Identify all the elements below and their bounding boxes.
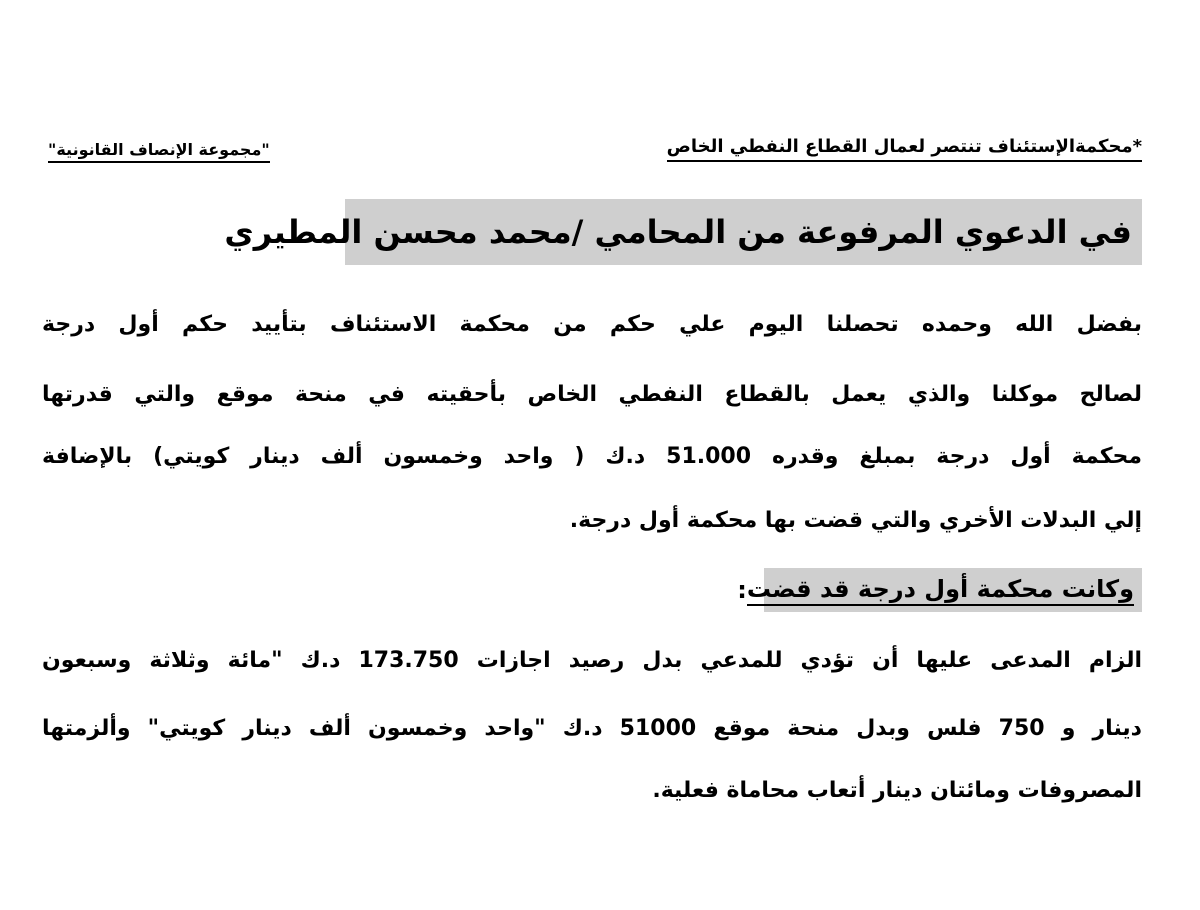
ruling-subheading-text: وكانت محكمة أول درجة قد قضت — [747, 575, 1134, 606]
paragraph-line: محكمة أول درجة بمبلغ وقدره 51.000 د.ك ( واحد وخمسون ألف دينار كويتي) بالإضافة — [42, 444, 1142, 469]
document-heading: *محكمةالإستئناف تنتصر لعمال القطاع النفطي الخاص — [667, 136, 1142, 162]
paragraph-line: الزام المدعى عليها أن تؤدي للمدعي بدل رصيد اجازات 173.750 د.ك "مائة وثلاثة وسبعون — [42, 648, 1142, 673]
group-name: "مجموعة الإنصاف القانونية" — [48, 140, 270, 163]
case-title: في الدعوي المرفوعة من المحامي /محمد محسن المطيري — [345, 199, 1142, 265]
paragraph-line: بفضل الله وحمده تحصلنا اليوم علي حكم من محكمة الاستئناف بتأييد حكم أول درجة — [42, 312, 1142, 337]
paragraph-line: المصروفات ومائتان دينار أتعاب محاماة فعلية. — [652, 778, 1142, 803]
ruling-subheading — [737, 568, 1142, 612]
paragraph-line: دينار و 750 فلس وبدل منحة موقع 51000 د.ك "واحد وخمسون ألف دينار كويتي" وألزمتها — [42, 716, 1142, 741]
ruling-subheading-colon: : — [737, 576, 747, 604]
paragraph-line: لصالح موكلنا والذي يعمل بالقطاع النفطي الخاص بأحقيته في منحة موقع والتي قدرتها — [42, 382, 1142, 407]
paragraph-line: إلي البدلات الأخري والتي قضت بها محكمة أول درجة. — [569, 508, 1142, 533]
